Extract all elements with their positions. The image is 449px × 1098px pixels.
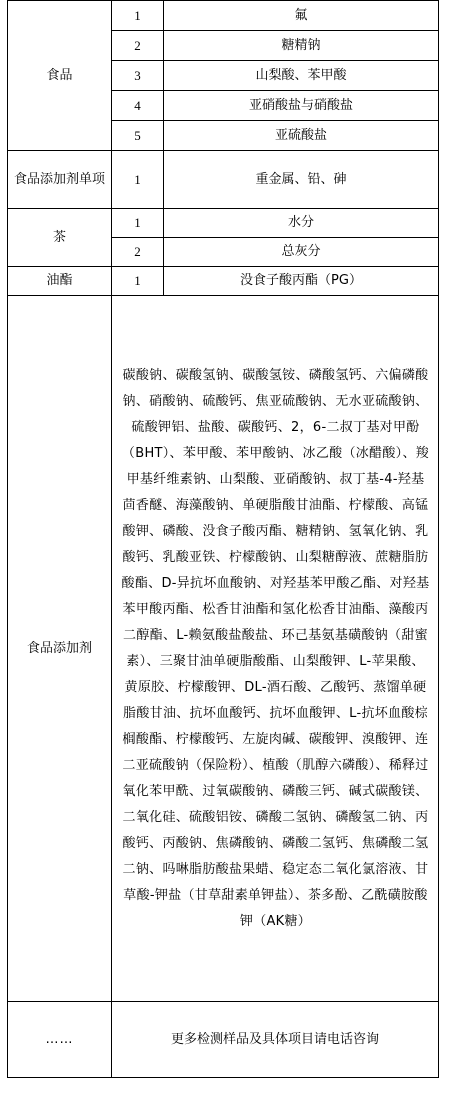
additives-list: 碳酸钠、碳酸氢钠、碳酸氢铵、磷酸氢钙、六偏磷酸钠、硝酸钠、硫酸钙、焦亚硫酸钠、无水亚硫酸钠、硫酸钾铝、盐酸、碳酸钙、2，6-二叔丁基对甲酚（BHT）、苯甲酸、苯甲酸钠、冰乙酸（冰醋酸）、羧甲基纤维素钠、山梨酸、亚硝酸钠、叔丁基-4-羟基茴香醚、海藻酸钠、单硬脂酸甘油酯、柠檬酸、高锰酸钾、磷酸、没食子酸丙酯、糖精钠、氢氧化钠、乳酸钙、乳酸亚铁、柠檬酸钠、山梨糖醇液、蔗糖脂肪酸酯、D-异抗坏血酸钠、对羟基苯甲酸乙酯、对羟基苯甲酸丙酯、松香甘油酯和氢化松香甘油酯、藻酸丙二醇酯、L-赖氨酸盐酸盐、环己基氨基磺酸钠（甜蜜素）、三聚甘油单硬脂酸酯、山梨酸钾、L-苹果酸、黄原胶、柠檬酸钾、DL-酒石酸、乙酸钙、蒸馏单硬脂酸甘油、抗坏血酸钙、抗坏血酸钾、L-抗坏血酸棕榈酸酯、柠檬酸钙、左旋肉碱、碳酸钾、溴酸钾、连二亚硫酸钠（保险粉）、植酸（肌醇六磷酸）、稀释过氧化苯甲酰、过氧碳酸钠、磷酸三钙、碱式碳酸镁、二氧化硅、硫酸铝铵、磷酸二氢钠、磷酸氢二钠、丙酸钙、丙酸钠、焦磷酸钠、磷酸二氢钙、焦磷酸二氢二钠、吗啉脂肪酸盐果蜡、稳定态二氧化氯溶液、甘草酸-钾盐（甘草甜素单钾盐）、茶多酚、乙酰磺胺酸钾（AK糖） (112, 296, 439, 1002)
item-name: 山梨酸、苯甲酸 (164, 61, 439, 91)
item-name: 总灰分 (164, 238, 439, 267)
item-name: 氟 (164, 1, 439, 31)
category-tea: 茶 (8, 209, 112, 267)
table-row (8, 1, 439, 31)
item-name: 亚硝酸盐与硝酸盐 (164, 91, 439, 121)
table-row (8, 151, 439, 209)
testing-items-table (7, 0, 439, 1078)
consult-note: 更多检测样品及具体项目请电话咨询 (112, 1002, 439, 1078)
item-number: 3 (112, 61, 164, 91)
item-name: 重金属、铅、砷 (164, 151, 439, 209)
table-row (8, 1002, 439, 1078)
table-row (8, 267, 439, 296)
item-number: 2 (112, 238, 164, 267)
category-food: 食品 (8, 1, 112, 151)
category-oil: 油酯 (8, 267, 112, 296)
item-number: 1 (112, 1, 164, 31)
category-additives: 食品添加剂 (8, 296, 112, 1002)
category-additive-single: 食品添加剂单项 (8, 151, 112, 209)
item-number: 1 (112, 209, 164, 238)
item-number: 5 (112, 121, 164, 151)
item-name: 水分 (164, 209, 439, 238)
table-row (8, 209, 439, 238)
item-name: 亚硫酸盐 (164, 121, 439, 151)
item-number: 1 (112, 151, 164, 209)
item-number: 4 (112, 91, 164, 121)
item-name: 没食子酸丙酯（PG） (164, 267, 439, 296)
table-row (8, 296, 439, 1002)
item-name: 糖精钠 (164, 31, 439, 61)
item-number: 2 (112, 31, 164, 61)
item-number: 1 (112, 267, 164, 296)
ellipsis: …… (8, 1002, 112, 1078)
